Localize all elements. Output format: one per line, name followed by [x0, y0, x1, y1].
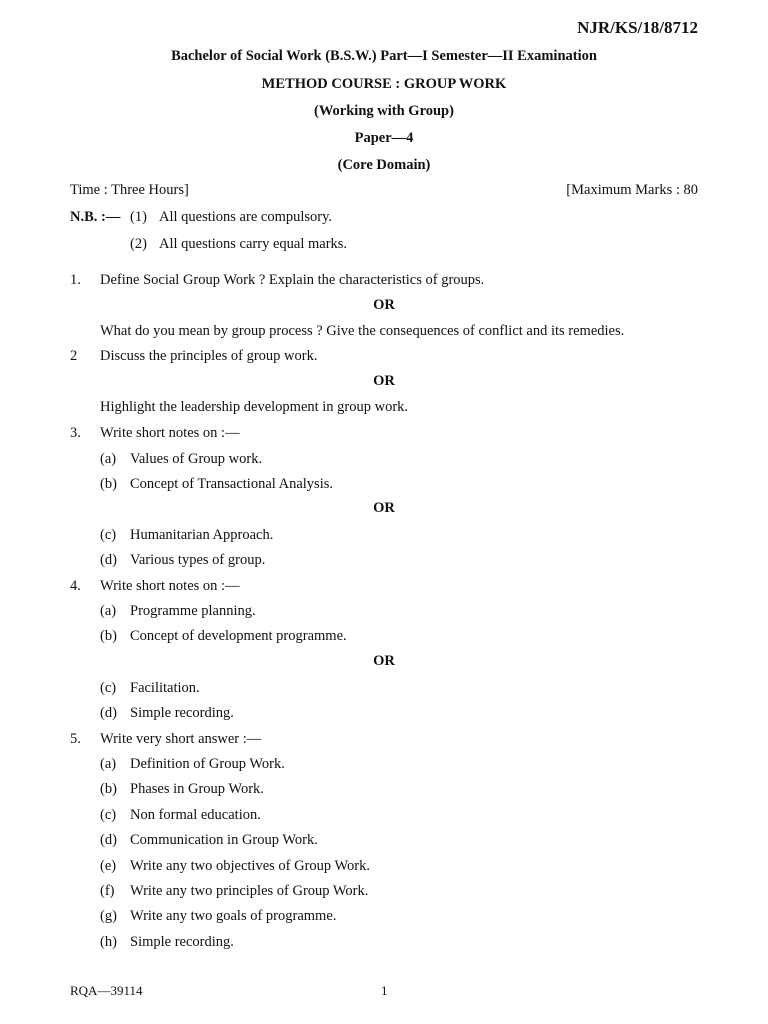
part-text: Various types of group. [130, 552, 266, 568]
part-label: (f) [100, 883, 115, 899]
part-text: Phases in Group Work. [130, 781, 264, 797]
paper-number: Paper—4 [354, 130, 414, 146]
part-text: Values of Group work. [130, 451, 263, 467]
page-number: 1 [381, 983, 388, 998]
question-number: 1. [70, 272, 81, 288]
question-number: 3. [70, 425, 81, 441]
question-text: Define Social Group Work ? Explain the characteristics of groups. [100, 272, 485, 288]
or-separator: OR [373, 373, 395, 389]
maximum-marks: [Maximum Marks : 80 [566, 182, 698, 198]
question-number: 4. [70, 578, 81, 594]
part-label: (d) [100, 552, 117, 568]
part-text: Write any two objectives of Group Work. [130, 858, 370, 874]
question-text: Write very short answer :— [100, 731, 262, 747]
part-label: (b) [100, 476, 117, 492]
part-text: Communication in Group Work. [130, 832, 318, 848]
part-label: (a) [100, 451, 117, 467]
paper-code: NJR/KS/18/8712 [577, 18, 698, 37]
part-text: Programme planning. [130, 603, 256, 619]
part-text: Concept of development programme. [130, 628, 347, 644]
notes-label: N.B. :— [70, 209, 121, 225]
question-number: 2 [70, 348, 78, 364]
part-text: Simple recording. [130, 705, 234, 721]
part-text: Write any two goals of programme. [130, 908, 337, 924]
time-allowed: Time : Three Hours] [70, 182, 189, 198]
exam-title: Bachelor of Social Work (B.S.W.) Part—I Semester—II Examination [171, 48, 597, 64]
part-text: Write any two principles of Group Work. [130, 883, 369, 899]
part-label: (h) [100, 934, 117, 950]
or-separator: OR [373, 297, 395, 313]
part-text: Concept of Transactional Analysis. [130, 476, 333, 492]
part-label: (a) [100, 756, 117, 772]
or-separator: OR [373, 653, 395, 669]
or-separator: OR [373, 500, 395, 516]
part-label: (g) [100, 908, 117, 924]
part-text: Humanitarian Approach. [130, 527, 274, 543]
note-text: All questions carry equal marks. [159, 236, 348, 252]
question-alternative: Highlight the leadership development in group work. [100, 399, 409, 415]
part-text: Non formal education. [130, 807, 261, 823]
question-alternative: What do you mean by group process ? Give the consequences of conflict and its remedies. [100, 323, 625, 339]
question-number: 5. [70, 731, 81, 747]
question-text: Write short notes on :— [100, 425, 240, 441]
note-text: All questions are compulsory. [159, 209, 333, 225]
question-text: Discuss the principles of group work. [100, 348, 318, 364]
part-label: (b) [100, 781, 117, 797]
part-text: Facilitation. [130, 680, 200, 696]
part-label: (e) [100, 858, 117, 874]
question-text: Write short notes on :— [100, 578, 240, 594]
note-number: (2) [130, 236, 147, 252]
course-title: METHOD COURSE : GROUP WORK [261, 76, 507, 92]
part-label: (c) [100, 527, 117, 543]
part-text: Definition of Group Work. [130, 756, 285, 772]
part-label: (d) [100, 705, 117, 721]
part-label: (c) [100, 807, 117, 823]
domain-label: (Core Domain) [337, 157, 431, 173]
footer-code: RQA—39114 [70, 983, 143, 998]
note-number: (1) [130, 209, 147, 225]
course-subtitle: (Working with Group) [314, 103, 454, 119]
part-label: (b) [100, 628, 117, 644]
part-label: (c) [100, 680, 117, 696]
part-label: (a) [100, 603, 117, 619]
part-text: Simple recording. [130, 934, 234, 950]
part-label: (d) [100, 832, 117, 848]
